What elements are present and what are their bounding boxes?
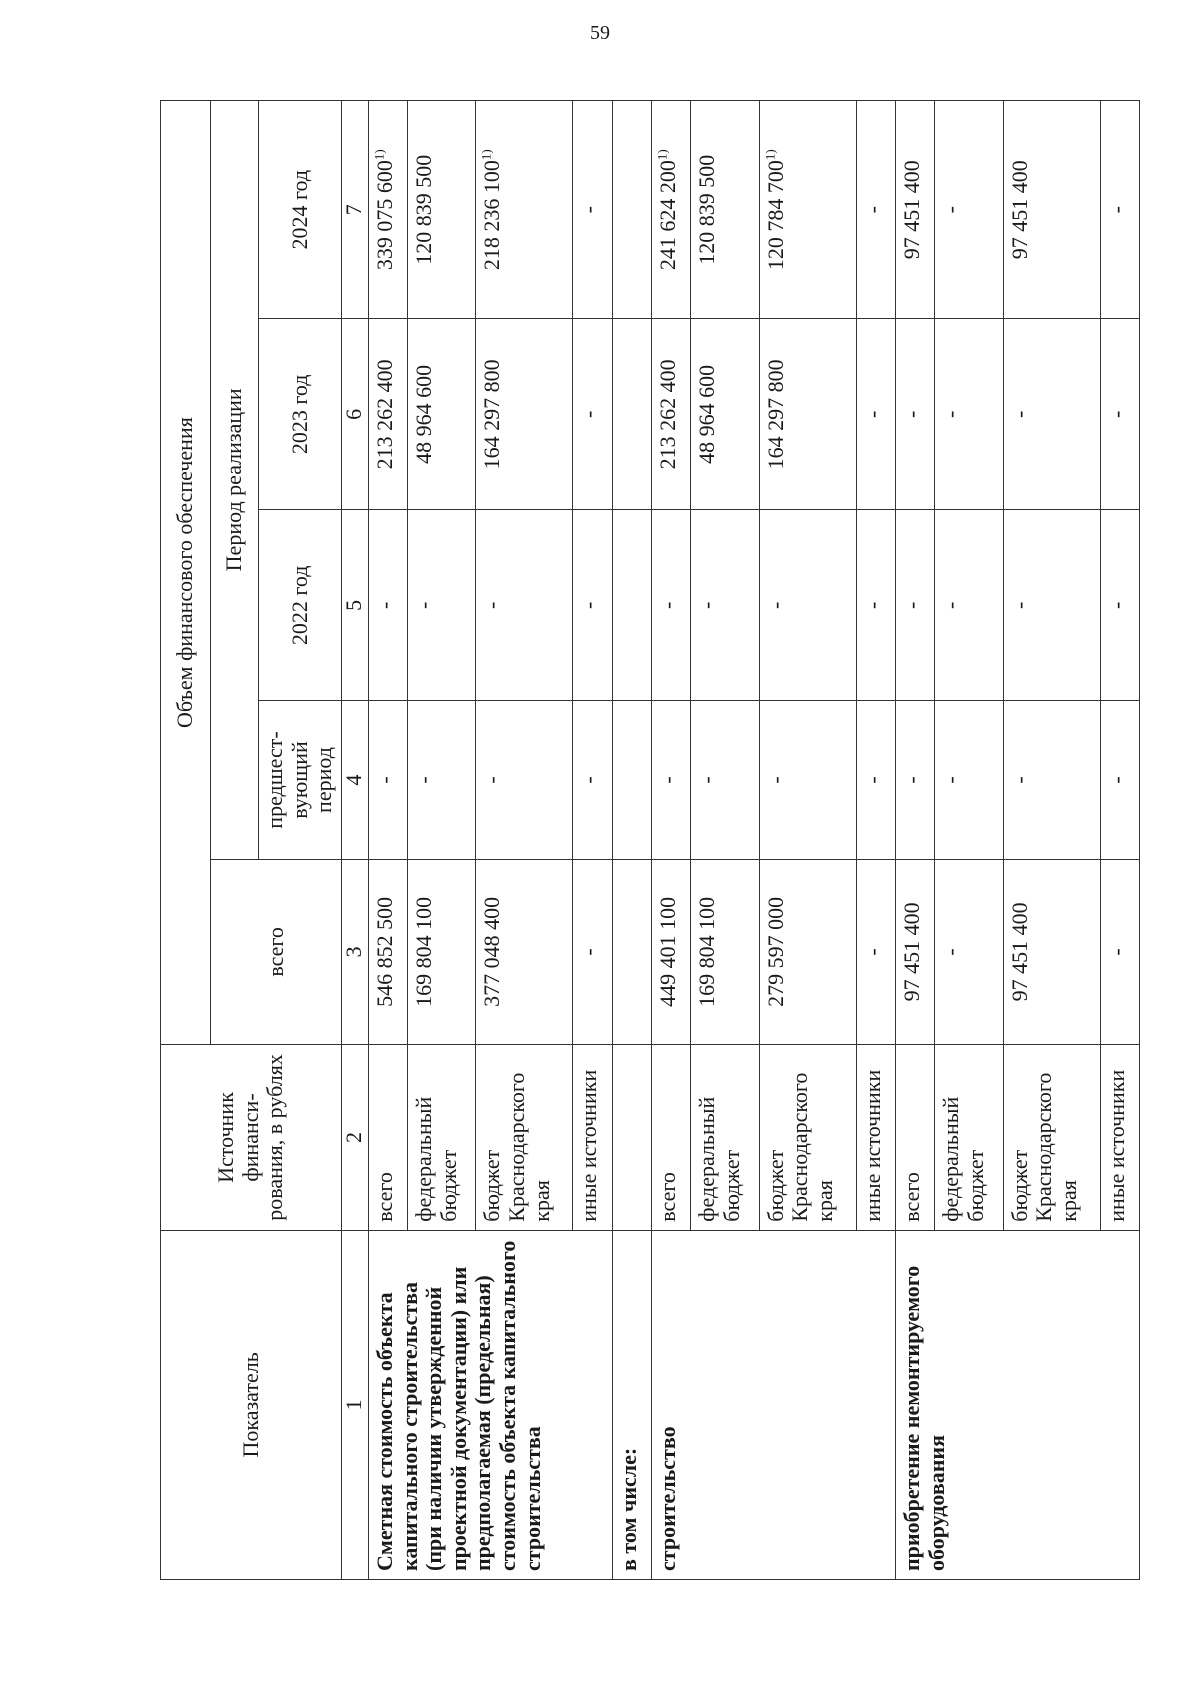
value: 241 624 200 bbox=[655, 160, 681, 271]
cell-total: 449 401 100 bbox=[652, 859, 691, 1045]
footnote-mark: 1) bbox=[762, 149, 778, 161]
col-number: 6 bbox=[341, 319, 368, 510]
row-including-label: в том числе: bbox=[612, 1230, 651, 1579]
cell-2023: - bbox=[1100, 319, 1139, 510]
cell-prev: - bbox=[476, 701, 573, 859]
financing-table bbox=[160, 100, 1140, 1580]
header-volume: Объем финансового обеспечения bbox=[161, 101, 211, 1045]
cell-total: 546 852 500 bbox=[368, 859, 407, 1045]
cell-2023: 48 964 600 bbox=[408, 319, 476, 510]
cell-2023: - bbox=[856, 319, 895, 510]
cell-2022: - bbox=[573, 510, 612, 701]
cell-source: всего bbox=[368, 1045, 407, 1231]
cell-source: федеральный бюджет bbox=[935, 1045, 1003, 1231]
cell-2024 bbox=[408, 101, 476, 319]
col-number: 1 bbox=[341, 1230, 368, 1579]
cell-prev: - bbox=[896, 701, 935, 859]
cell-2022: - bbox=[368, 510, 407, 701]
rotated-table-container bbox=[160, 100, 1140, 1580]
cell-2024 bbox=[652, 101, 691, 319]
cell-prev: - bbox=[368, 701, 407, 859]
header-period: Период реализации bbox=[211, 101, 259, 860]
cell-source: бюджет Краснодарского края bbox=[476, 1045, 573, 1231]
cell-2022: - bbox=[935, 510, 1003, 701]
cell-2022: - bbox=[759, 510, 856, 701]
empty-cell bbox=[612, 701, 651, 859]
cell-prev: - bbox=[408, 701, 476, 859]
cell-prev: - bbox=[652, 701, 691, 859]
col-number: 2 bbox=[341, 1045, 368, 1231]
col-number: 4 bbox=[341, 701, 368, 859]
cell-2022: - bbox=[1003, 510, 1100, 701]
table-row bbox=[368, 101, 407, 1580]
cell-source: федеральный бюджет bbox=[691, 1045, 759, 1231]
table-row bbox=[896, 101, 935, 1580]
cell-source: всего bbox=[652, 1045, 691, 1231]
cell-2024: - bbox=[1100, 101, 1139, 319]
empty-cell bbox=[612, 510, 651, 701]
table-row bbox=[652, 101, 691, 1580]
cell-total: - bbox=[1100, 859, 1139, 1045]
cell-total: - bbox=[856, 859, 895, 1045]
column-numbers-row bbox=[341, 101, 368, 1580]
cell-total: - bbox=[573, 859, 612, 1045]
footnote-mark: 1) bbox=[371, 149, 387, 161]
cell-2022: - bbox=[476, 510, 573, 701]
footnote-mark: 1) bbox=[654, 149, 670, 161]
cell-source: всего bbox=[896, 1045, 935, 1231]
empty-cell bbox=[612, 319, 651, 510]
table-row bbox=[612, 101, 651, 1580]
cell-total: 169 804 100 bbox=[691, 859, 759, 1045]
cell-2024: - bbox=[935, 101, 1003, 319]
cell-prev: - bbox=[573, 701, 612, 859]
cell-prev: - bbox=[1100, 701, 1139, 859]
cell-2024: - bbox=[573, 101, 612, 319]
cell-source: иные источники bbox=[1100, 1045, 1139, 1231]
row-indicator-equipment: приобретение немонтируемого оборудования bbox=[896, 1230, 1140, 1579]
empty-cell bbox=[612, 1045, 651, 1231]
cell-total: 377 048 400 bbox=[476, 859, 573, 1045]
cell-total: 97 451 400 bbox=[896, 859, 935, 1045]
cell-2023: 213 262 400 bbox=[652, 319, 691, 510]
cell-2023: - bbox=[573, 319, 612, 510]
value: 218 236 100 bbox=[479, 160, 505, 271]
cell-source: иные источники bbox=[573, 1045, 612, 1231]
header-2024: 2024 год bbox=[259, 101, 342, 319]
cell-2022: - bbox=[408, 510, 476, 701]
header-2023: 2023 год bbox=[259, 319, 342, 510]
cell-2023: 213 262 400 bbox=[368, 319, 407, 510]
cell-2024: 120 839 500 bbox=[691, 101, 759, 319]
cell-prev: - bbox=[935, 701, 1003, 859]
empty-cell bbox=[612, 859, 651, 1045]
empty-cell bbox=[612, 101, 651, 319]
header-indicator: Показатель bbox=[161, 1230, 342, 1579]
cell-2023: - bbox=[1003, 319, 1100, 510]
col-number: 7 bbox=[341, 101, 368, 319]
page-number: 59 bbox=[590, 22, 610, 44]
cell-total: 169 804 100 bbox=[408, 859, 476, 1045]
header-total: всего bbox=[211, 859, 342, 1045]
header-previous: предшест-вующий период bbox=[259, 701, 342, 859]
cell-total: - bbox=[935, 859, 1003, 1045]
header-source: Источник финанси-рования, в рублях bbox=[161, 1045, 342, 1231]
cell-source: бюджет Краснодарского края bbox=[759, 1045, 856, 1231]
cell-2022: - bbox=[691, 510, 759, 701]
cell-source: иные источники bbox=[856, 1045, 895, 1231]
cell-2023: 48 964 600 bbox=[691, 319, 759, 510]
cell-2022: - bbox=[652, 510, 691, 701]
cell-source: федеральный бюджет bbox=[408, 1045, 476, 1231]
footnote-mark: 1) bbox=[479, 149, 495, 161]
col-number: 5 bbox=[341, 510, 368, 701]
cell-2024: 97 451 400 bbox=[1003, 101, 1100, 319]
cell-prev: - bbox=[1003, 701, 1100, 859]
value: 339 075 600 bbox=[371, 160, 397, 271]
cell-2023: - bbox=[935, 319, 1003, 510]
cell-2023: - bbox=[896, 319, 935, 510]
cell-2024 bbox=[759, 101, 856, 319]
header-2022: 2022 год bbox=[259, 510, 342, 701]
cell-2024: 97 451 400 bbox=[896, 101, 935, 319]
row-indicator-construction: строительство bbox=[652, 1230, 896, 1579]
cell-2024: - bbox=[856, 101, 895, 319]
cell-total: 279 597 000 bbox=[759, 859, 856, 1045]
cell-prev: - bbox=[759, 701, 856, 859]
cell-2024 bbox=[368, 101, 407, 319]
cell-2022: - bbox=[856, 510, 895, 701]
cell-2023: 164 297 800 bbox=[759, 319, 856, 510]
value: 120 839 500 bbox=[411, 154, 437, 265]
cell-2024 bbox=[476, 101, 573, 319]
cell-2023: 164 297 800 bbox=[476, 319, 573, 510]
cell-prev: - bbox=[856, 701, 895, 859]
cell-2022: - bbox=[1100, 510, 1139, 701]
col-number: 3 bbox=[341, 859, 368, 1045]
row-indicator-estimated-cost: Сметная стоимость объекта капитального строительства (при наличии утвержденной проектной документации) или предполагаемая (предельная) стоимость объекта капитального строительства bbox=[368, 1230, 612, 1579]
cell-total: 97 451 400 bbox=[1003, 859, 1100, 1045]
value: 120 784 700 bbox=[762, 160, 788, 271]
cell-2022: - bbox=[896, 510, 935, 701]
cell-source: бюджет Краснодарского края bbox=[1003, 1045, 1100, 1231]
cell-prev: - bbox=[691, 701, 759, 859]
